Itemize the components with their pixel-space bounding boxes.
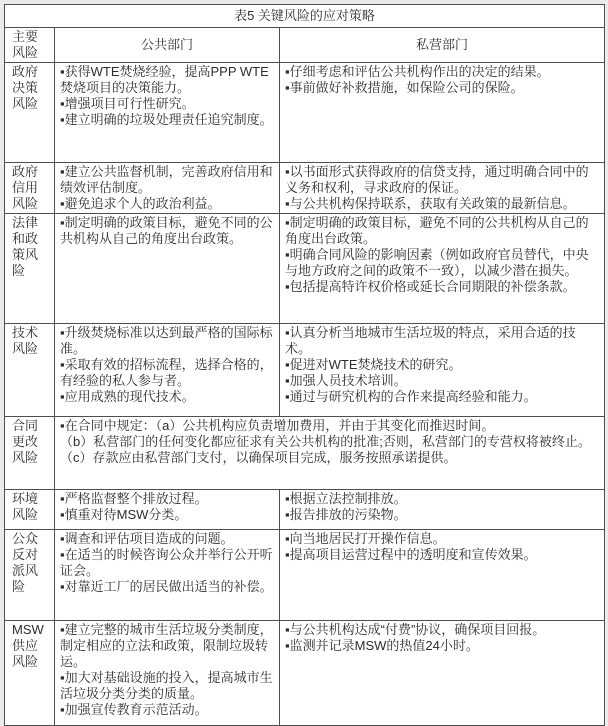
strategy-item: ▪在适当的时候咨询公众并举行公开听证会。	[60, 547, 273, 578]
strategy-item: ▪制定明确的政策目标，避免不同的公共机构从自己的角度出台政策。	[60, 215, 273, 246]
risk-row-law-policy	[5, 214, 605, 324]
strategy-item: ▪采取有效的招标流程，选择合格的，有经验的私人参与者。	[60, 357, 273, 388]
public-sector-cell	[55, 63, 280, 163]
strategy-item: ▪建立明确的垃圾处理责任追究制度。	[60, 112, 273, 127]
strategy-item: ▪在合同中规定：（a）公共机构应负责增加费用，并由于其变化而推迟时间。	[60, 418, 495, 433]
strategy-item: ▪向当地居民打开操作信息。	[285, 531, 446, 546]
strategy-item: ▪对靠近工厂的居民做出适当的补偿。	[60, 579, 273, 594]
table-title: 表5 关键风险的应对策略	[5, 5, 605, 28]
strategy-item: ▪认真分析当地城市生活垃圾的特点，采用合适的技术。	[285, 325, 576, 356]
private-sector-cell	[280, 163, 605, 214]
strategy-item: ▪避免追求个人的政治利益。	[60, 196, 221, 211]
risk-name-cell: MSW供应风险	[5, 621, 55, 726]
private-sector-cell	[280, 490, 605, 530]
strategy-item: ▪应用成熟的现代技术。	[60, 389, 195, 404]
table-header-row	[5, 28, 605, 63]
strategy-item: ▪仔细考虑和评估公共机构作出的决定的结果。	[285, 64, 550, 79]
risk-row-msw-supply	[5, 621, 605, 726]
private-sector-cell	[280, 621, 605, 726]
column-header-public-sector: 公共部门	[55, 28, 280, 63]
strategy-item: ▪建立完整的城市生活垃圾分类制度，制定相应的立法和政策，限制垃圾转运。	[60, 622, 273, 669]
strategy-item: ▪制定明确的政策目标，避免不同的公共机构从自己的角度出台政策。	[285, 215, 589, 246]
risk-name-cell: 公众反对派风险	[5, 530, 55, 621]
table-title-row	[5, 5, 605, 28]
public-sector-cell	[55, 490, 280, 530]
strategy-item: ▪严格监督整个排放过程。	[60, 491, 208, 506]
strategy-item: ▪获得WTE焚烧经验，提高PPP WTE焚烧项目的决策能力。	[60, 64, 269, 95]
strategy-item: （b）私营部门的任何变化都应征求有关公共机构的批准;否则，私营部门的专营权将被终止。（c）存款应由私营部门支付，以确保项目完成，服务按照承诺提供。	[60, 434, 591, 465]
column-header-private-sector: 私营部门	[280, 28, 605, 63]
merged-strategy-cell	[55, 417, 605, 490]
risk-name-cell: 技术风险	[5, 324, 55, 417]
strategy-item: ▪明确合同风险的影响因素（例如政府官员替代，中央与地方政府之间的政策不一致），以减少潜在损失。	[285, 247, 589, 278]
risk-row-environment	[5, 490, 605, 530]
risk-name-cell: 政府决策风险	[5, 63, 55, 163]
risk-name-cell: 环境风险	[5, 490, 55, 530]
public-sector-cell	[55, 163, 280, 214]
private-sector-cell	[280, 324, 605, 417]
strategy-item: ▪促进对WTE焚烧技术的研究。	[285, 357, 462, 372]
strategy-item: ▪监测并记录MSW的热值24小时。	[285, 638, 479, 653]
risk-name-cell: 法律和政策风险	[5, 214, 55, 324]
risk-row-contract-change	[5, 417, 605, 490]
risk-row-technology	[5, 324, 605, 417]
strategy-item: ▪加强人员技术培训。	[285, 373, 407, 388]
private-sector-cell	[280, 530, 605, 621]
private-sector-cell	[280, 63, 605, 163]
strategy-item: ▪与公共机构达成“付费”协议，确保项目回报。	[285, 622, 546, 637]
strategy-item: ▪加大对基础设施的投入，提高城市生活垃圾分类分类的质量。	[60, 670, 273, 701]
risk-name-cell: 合同更改风险	[5, 417, 55, 490]
strategy-item: ▪增强项目可行性研究。	[60, 96, 195, 111]
public-sector-cell	[55, 214, 280, 324]
risk-response-table	[4, 4, 605, 726]
column-header-main-risk: 主要风险	[5, 28, 55, 63]
risk-name-cell: 政府信用风险	[5, 163, 55, 214]
public-sector-cell	[55, 324, 280, 417]
private-sector-cell	[280, 214, 605, 324]
strategy-item: ▪报告排放的污染物。	[285, 507, 407, 522]
public-sector-cell	[55, 530, 280, 621]
strategy-item: ▪调查和评估项目造成的问题。	[60, 531, 234, 546]
strategy-item: ▪慎重对待MSW分类。	[60, 507, 188, 522]
strategy-item: ▪通过与研究机构的合作来提高经验和能力。	[285, 389, 537, 404]
strategy-item: ▪以书面形式获得政府的信贷支持，通过明确合同中的义务和权利，寻求政府的保证。	[285, 164, 589, 195]
strategy-item: ▪升级焚烧标准以达到最严格的国际标准。	[60, 325, 273, 356]
risk-row-government-credit	[5, 163, 605, 214]
strategy-item: ▪事前做好补救措施，如保险公司的保险。	[285, 80, 524, 95]
strategy-item: ▪包括提高特许权价格或延长合同期限的补偿条款。	[285, 279, 576, 294]
strategy-item: ▪加强宣传教育示范活动。	[60, 702, 208, 717]
risk-row-public-opposition	[5, 530, 605, 621]
strategy-item: ▪提高项目运营过程中的透明度和宣传效果。	[285, 547, 537, 562]
strategy-item: ▪建立公共监督机制，完善政府信用和绩效评估制度。	[60, 164, 273, 195]
public-sector-cell	[55, 621, 280, 726]
strategy-item: ▪根据立法控制排放。	[285, 491, 407, 506]
strategy-item: ▪与公共机构保持联系，获取有关政策的最新信息。	[285, 196, 576, 211]
risk-row-government-decision	[5, 63, 605, 163]
